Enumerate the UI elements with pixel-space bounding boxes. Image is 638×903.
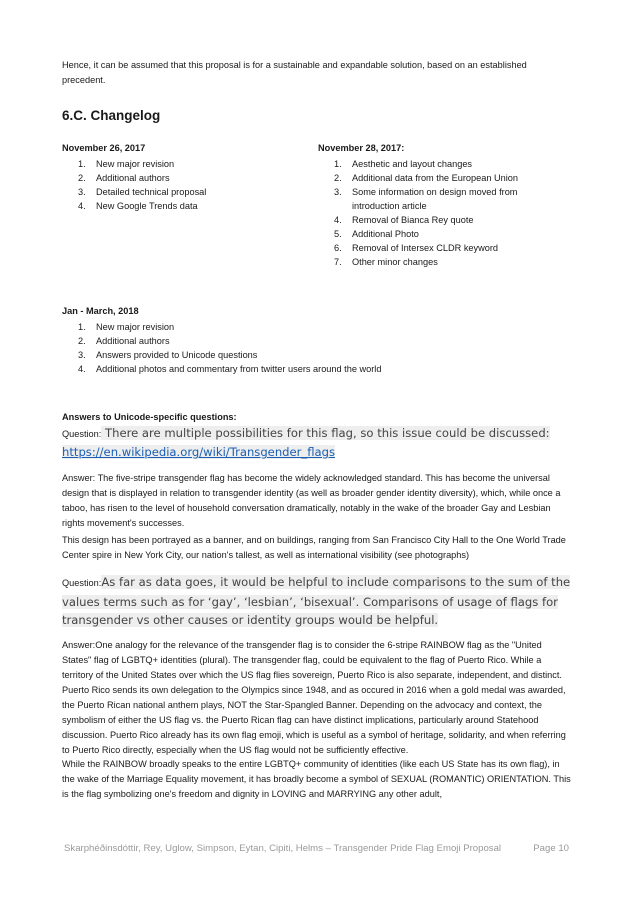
question-1 xyxy=(62,424,572,462)
list-item: 4. Additional photos and commentary from twitter users around the world xyxy=(78,364,382,374)
section-title: 6.C. Changelog xyxy=(62,108,161,123)
list-item: 2. Additional data from the European Union xyxy=(334,173,518,183)
footer-authors: Skarphéðinsdóttir, Rey, Uglow, Simpson, Eytan, Cipiti, Helms – Transgender Pride Flag Emoji Proposal xyxy=(64,843,502,854)
page-number: Page 10 xyxy=(533,843,569,854)
list-item: 3. Some information on design moved from introduction article xyxy=(334,187,518,211)
question-text: There are multiple possibilities for this flag, so this issue could be discussed: xyxy=(101,426,550,440)
wikipedia-link[interactable]: https://en.wikipedia.org/wiki/Transgender_flags xyxy=(62,445,336,459)
changelog-date: Jan - March, 2018 xyxy=(62,306,139,316)
list-item: 7. Other minor changes xyxy=(334,257,438,267)
intro-paragraph: Hence, it can be assumed that this proposal is for a sustainable and expandable solution, based on an established precedent. xyxy=(62,60,527,85)
question-2 xyxy=(62,573,572,630)
answer-2-paragraph: Answer:One analogy for the relevance of the transgender flag is to consider the 6-stripe RAINBOW flag as the "United States" flag of LGBTQ+ identities (plural). The transgender flag, could be equivalent to the flag of Puerto Rico. While a territory of the United States over which the US flag flies sovereign, Puerto Rico is also separate, independent, and distinct. Puerto Rico sends its own delegation to the Olympics since 1948, and as occured in 2016 when a gold medal was awarded, the Puerto Rican national anthem plays, NOT the Star-Spangled Banner. Depending on the advocacy and context, the symbolism of either the US flag vs. the Puerto Rican flag can have distinct implications, particularly around Statehood discussion. Puerto Rico already has its own flag emoji, which is useful as a symbol of heritage, solidarity, and when referring to Puerto Rico directly, especially when the US flag would not be sufficiently effective. xyxy=(62,640,566,755)
list-item: 3. Answers provided to Unicode questions xyxy=(78,350,258,360)
changelog-nov26 xyxy=(62,142,312,213)
page-footer xyxy=(64,843,569,854)
list-item: 5. Additional Photo xyxy=(334,229,419,239)
list-item: 1. New major revision xyxy=(78,322,175,332)
answers-heading: Answers to Unicode-specific questions: xyxy=(62,412,237,422)
list-item: 2. Additional authors xyxy=(78,336,170,346)
question-label: Question: xyxy=(62,429,102,439)
question-label: Question: xyxy=(62,578,102,588)
changelog-list xyxy=(62,320,567,376)
list-item: 4. Removal of Bianca Rey quote xyxy=(334,215,474,225)
changelog-list xyxy=(318,157,558,269)
answer-1-paragraph: Answer: The five-stripe transgender flag has become the widely acknowledged standard. This has become the universal design that is displayed in relation to transgender identity (as well as broader gender identity diversity), which, while once a taboo, has risen to the level of household conversation dramatically, notably in the wake of the broader Gay and Lesbian rights movement's successes. xyxy=(62,473,561,528)
answer-2b-paragraph: While the RAINBOW broadly speaks to the entire LGBTQ+ community of identities (like each US State has its own flag), in the wake of the Marriage Equality movement, it has broadly become a symbol of SEXUAL (ROMANTIC) ORIENTATION. This is the flag symbolizing one's freedom and dignity in LOVING and MARRYING any other adult, xyxy=(62,759,571,799)
changelog-nov28 xyxy=(318,142,558,269)
list-item: 1. New major revision xyxy=(78,159,175,169)
list-item: 6. Removal of Intersex CLDR keyword xyxy=(334,243,499,253)
changelog-date: November 28, 2017: xyxy=(318,143,405,153)
changelog-list xyxy=(62,157,312,213)
changelog-date: November 26, 2017 xyxy=(62,143,146,153)
list-item: 4. New Google Trends data xyxy=(78,201,198,211)
list-item: 1. Aesthetic and layout changes xyxy=(334,159,473,169)
list-item: 3. Detailed technical proposal xyxy=(78,187,207,197)
list-item: 2. Additional authors xyxy=(78,173,170,183)
question-text: As far as data goes, it would be helpful to include comparisons to the sum of the values terms such as for ‘gay’, ‘lesbian’, ‘bisexual’. Comparisons of usage of flags for transgender vs other causes or identity groups would be helpful. xyxy=(62,575,571,627)
answer-1b-paragraph: This design has been portrayed as a banner, and on buildings, ranging from San Francisco City Hall to the One World Trade Center spire in New York City, our nation's tallest, as well as international visibility (see photographs) xyxy=(62,535,566,560)
changelog-jan-march xyxy=(62,305,567,376)
